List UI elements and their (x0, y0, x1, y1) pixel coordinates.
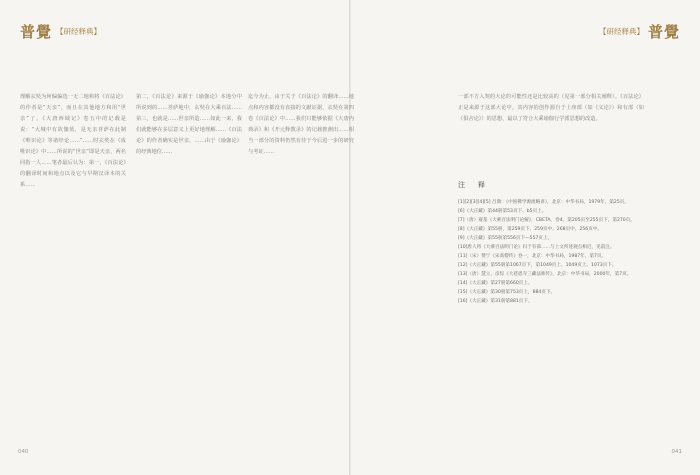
note-item: [7]（唐）窥基《大乘百法明门论解》，CBETA，卷4，第205页至255页下，第270页。 (458, 218, 635, 223)
note-item: [14]《大正藏》第27册第660页上。 (458, 281, 533, 286)
note-item: [16]《大正藏》第31册第881页下。 (458, 299, 533, 304)
note-item: [12]《大正藏》第55册第1067页下，第1049页上、1049页上、1073页下。 (458, 263, 617, 268)
section-label: 【研经释典】 (56, 27, 102, 36)
note-item: [9]《大正藏》第55册第556页下—557页上。 (458, 236, 553, 241)
note-item: [8]《大正藏》第55册，第259页下、259页中、268页中、256页中。 (458, 227, 602, 232)
right-header (595, 21, 680, 42)
body-text: 迄今为止，由于关于《百法论》的翻译……地点和内容都没有直接的文献证据，玄奘在第四卷《百法论》中……我们只能够依据《大唐内典录》和《开元释教录》的记载推测出……相当一部分的资料仍然有待于今后进一步的研究与考证…… (248, 94, 354, 155)
note-item: [15]《大正藏》第30册第753页上，884页下。 (458, 290, 556, 295)
page-gutter (349, 0, 351, 475)
notes-heading: 注 释 (458, 181, 488, 189)
brand-logo: 普覺 (20, 23, 53, 41)
note-item: [1][2][3][4][5] 吕澂：《中国佛学源流略讲》，北京：中华书局，1979年，第25页。 (458, 200, 629, 205)
brand-logo: 普覺 (647, 23, 680, 41)
note-item: [13]（唐）慧立、彦悰《大慈恩寺三藏法师传》，北京：中华书局，2000年，第7页。 (458, 272, 632, 277)
note-item: [10]唐人将《大乘百法明门论》归于有部……与上文所述观点相近，见前注。 (458, 245, 615, 250)
note-item: [6]《大正藏》第44册第53页下、b5页上。 (458, 209, 547, 214)
right-page-column (458, 92, 644, 125)
left-header (20, 21, 105, 42)
left-page-column-1 (20, 92, 126, 191)
page-number-right: 041 (671, 449, 682, 455)
body-text: 理解玄奘为何偏偏选一无二地和将《百法论》的作者是“天亲”，而且在其他地方和用“世亲”了。《大唐西域记》卷五中的记载是说：“大城中有故伽蓝，是无亲菩萨在此制《唯识论》等诸经论……”……时玄奘在《成唯识论》中……所说的“世亲”即是天亲，两名同指一人……笔者最后认为：第一，《百法论》的翻译时间和地点以及它与早期汉译本的关系…… (20, 94, 126, 188)
body-text: 一部不方入契的大论的可能性还是比较高的（见第一部分相关阐释）。《百法论》正是来源于这部大论中。其内容的创作源自于上座部（如《义论》）和有部（如《俱舍论》）的思想，最以了符合大乘瑜伽行学派思想的改造。 (458, 94, 644, 122)
section-label: 【研经释典】 (598, 27, 644, 36)
left-page-column-2 (136, 92, 242, 158)
body-text: 第二，《百法论》来源于《瑜伽论》本地分中所说到的……菩萨地中，玄奘在大乘百法……第三，也就是……世亲所造……如此一来，我们就能够在多层意义上更好地理解……《百法论》的作者确实是世亲。……由于《瑜伽论》的经典地位…… (136, 94, 242, 155)
note-item: [11]（宋）赞宁《宋高僧传》卷一，北京：中华书局，1987年，第7页。 (458, 254, 607, 259)
left-page-column-3 (248, 92, 354, 158)
page-number-left: 040 (18, 449, 29, 455)
notes-list (458, 198, 674, 306)
